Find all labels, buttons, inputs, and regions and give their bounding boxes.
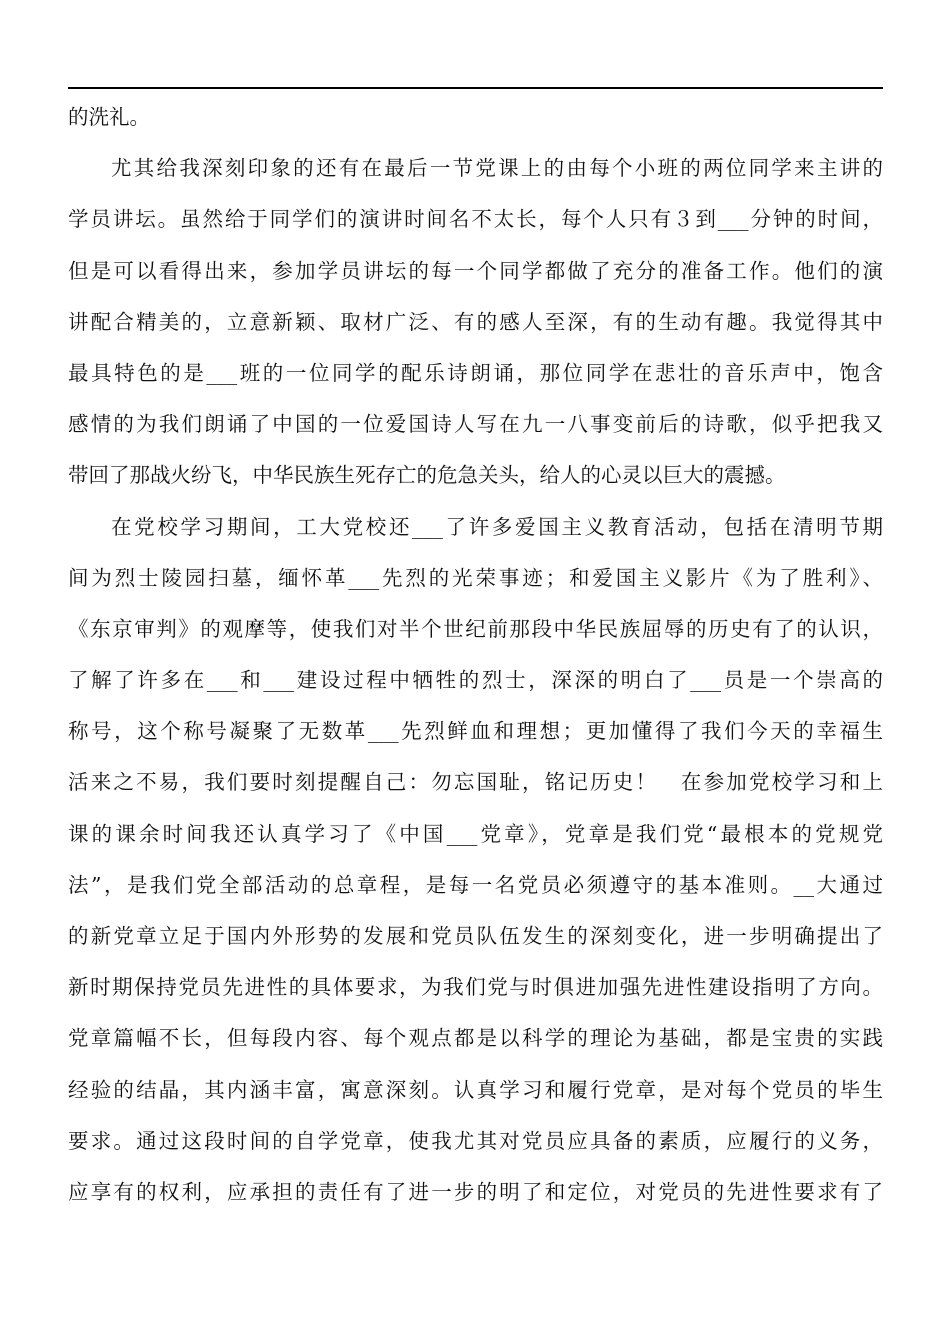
- text-line: 讲配合精美的，立意新颖、取材广泛、有的感人至深，有的生动有趣。我觉得其中: [68, 309, 883, 334]
- text-line: 间为烈士陵园扫墓，缅怀革___先烈的光荣事迹；和爱国主义影片《为了胜利》、: [68, 565, 883, 590]
- text-line: 称号，这个称号凝聚了无数革___先烈鲜血和理想；更加懂得了我们今天的幸福生: [68, 719, 883, 744]
- text-line: 在党校学习期间，工大党校还___了许多爱国主义教育活动，包括在清明节期: [111, 514, 883, 539]
- document-page: [68, 0, 883, 1344]
- text-line: 最具特色的是___班的一位同学的配乐诗朗诵，那位同学在悲壮的音乐声中，饱含: [68, 360, 883, 385]
- text-line: 尤其给我深刻印象的还有在最后一节党课上的由每个小班的两位同学来主讲的: [111, 156, 883, 181]
- body-text: [68, 92, 883, 1218]
- text-line: 要求。通过这段时间的自学党章，使我尤其对党员应具备的素质，应履行的义务，: [68, 1128, 883, 1153]
- text-line: 活来之不易，我们要时刻提醒自己：勿忘国耻，铭记历史！ 在参加党校学习和上: [68, 770, 883, 795]
- text-line: 法”，是我们党全部活动的总章程，是每一名党员必须遵守的基本准则。__大通过: [68, 872, 883, 897]
- text-line: 《东京审判》的观摩等，使我们对半个世纪前那段中华民族屈辱的历史有了的认识，: [68, 616, 883, 641]
- text-line: 课的课余时间我还认真学习了《中国___党章》，党章是我们党“最根本的党规党: [68, 821, 883, 846]
- text-line: 学员讲坛。虽然给于同学们的演讲时间名不太长，每个人只有３到___分钟的时间，: [68, 207, 883, 232]
- text-line: 党章篇幅不长，但每段内容、每个观点都是以科学的理论为基础，都是宝贵的实践: [68, 1026, 883, 1051]
- header-rule: [68, 87, 883, 89]
- text-line: 但是可以看得出来，参加学员讲坛的每一个同学都做了充分的准备工作。他们的演: [68, 258, 883, 283]
- text-line: 的新党章立足于国内外形势的发展和党员队伍发生的深刻变化，进一步明确提出了: [68, 924, 883, 948]
- text-line: 感情的为我们朗诵了中国的一位爱国诗人写在九一八事变前后的诗歌，似乎把我又: [68, 412, 883, 437]
- text-line: 新时期保持党员先进性的具体要求，为我们党与时俱进加强先进性建设指明了方向。: [68, 975, 883, 1000]
- text-line: 经验的结晶，其内涵丰富，寓意深刻。认真学习和履行党章，是对每个党员的毕生: [68, 1077, 883, 1102]
- text-line: 的洗礼。: [68, 105, 150, 129]
- text-line: 带回了那战火纷飞，中华民族生死存亡的危急关头，给人的心灵以巨大的震撼。: [68, 463, 786, 488]
- text-line: 了解了许多在___和___建设过程中牺牲的烈士，深深的明白了___员是一个崇高的: [68, 668, 883, 693]
- text-line: 应享有的权利，应承担的责任有了进一步的明了和定位，对党员的先进性要求有了: [68, 1179, 883, 1204]
